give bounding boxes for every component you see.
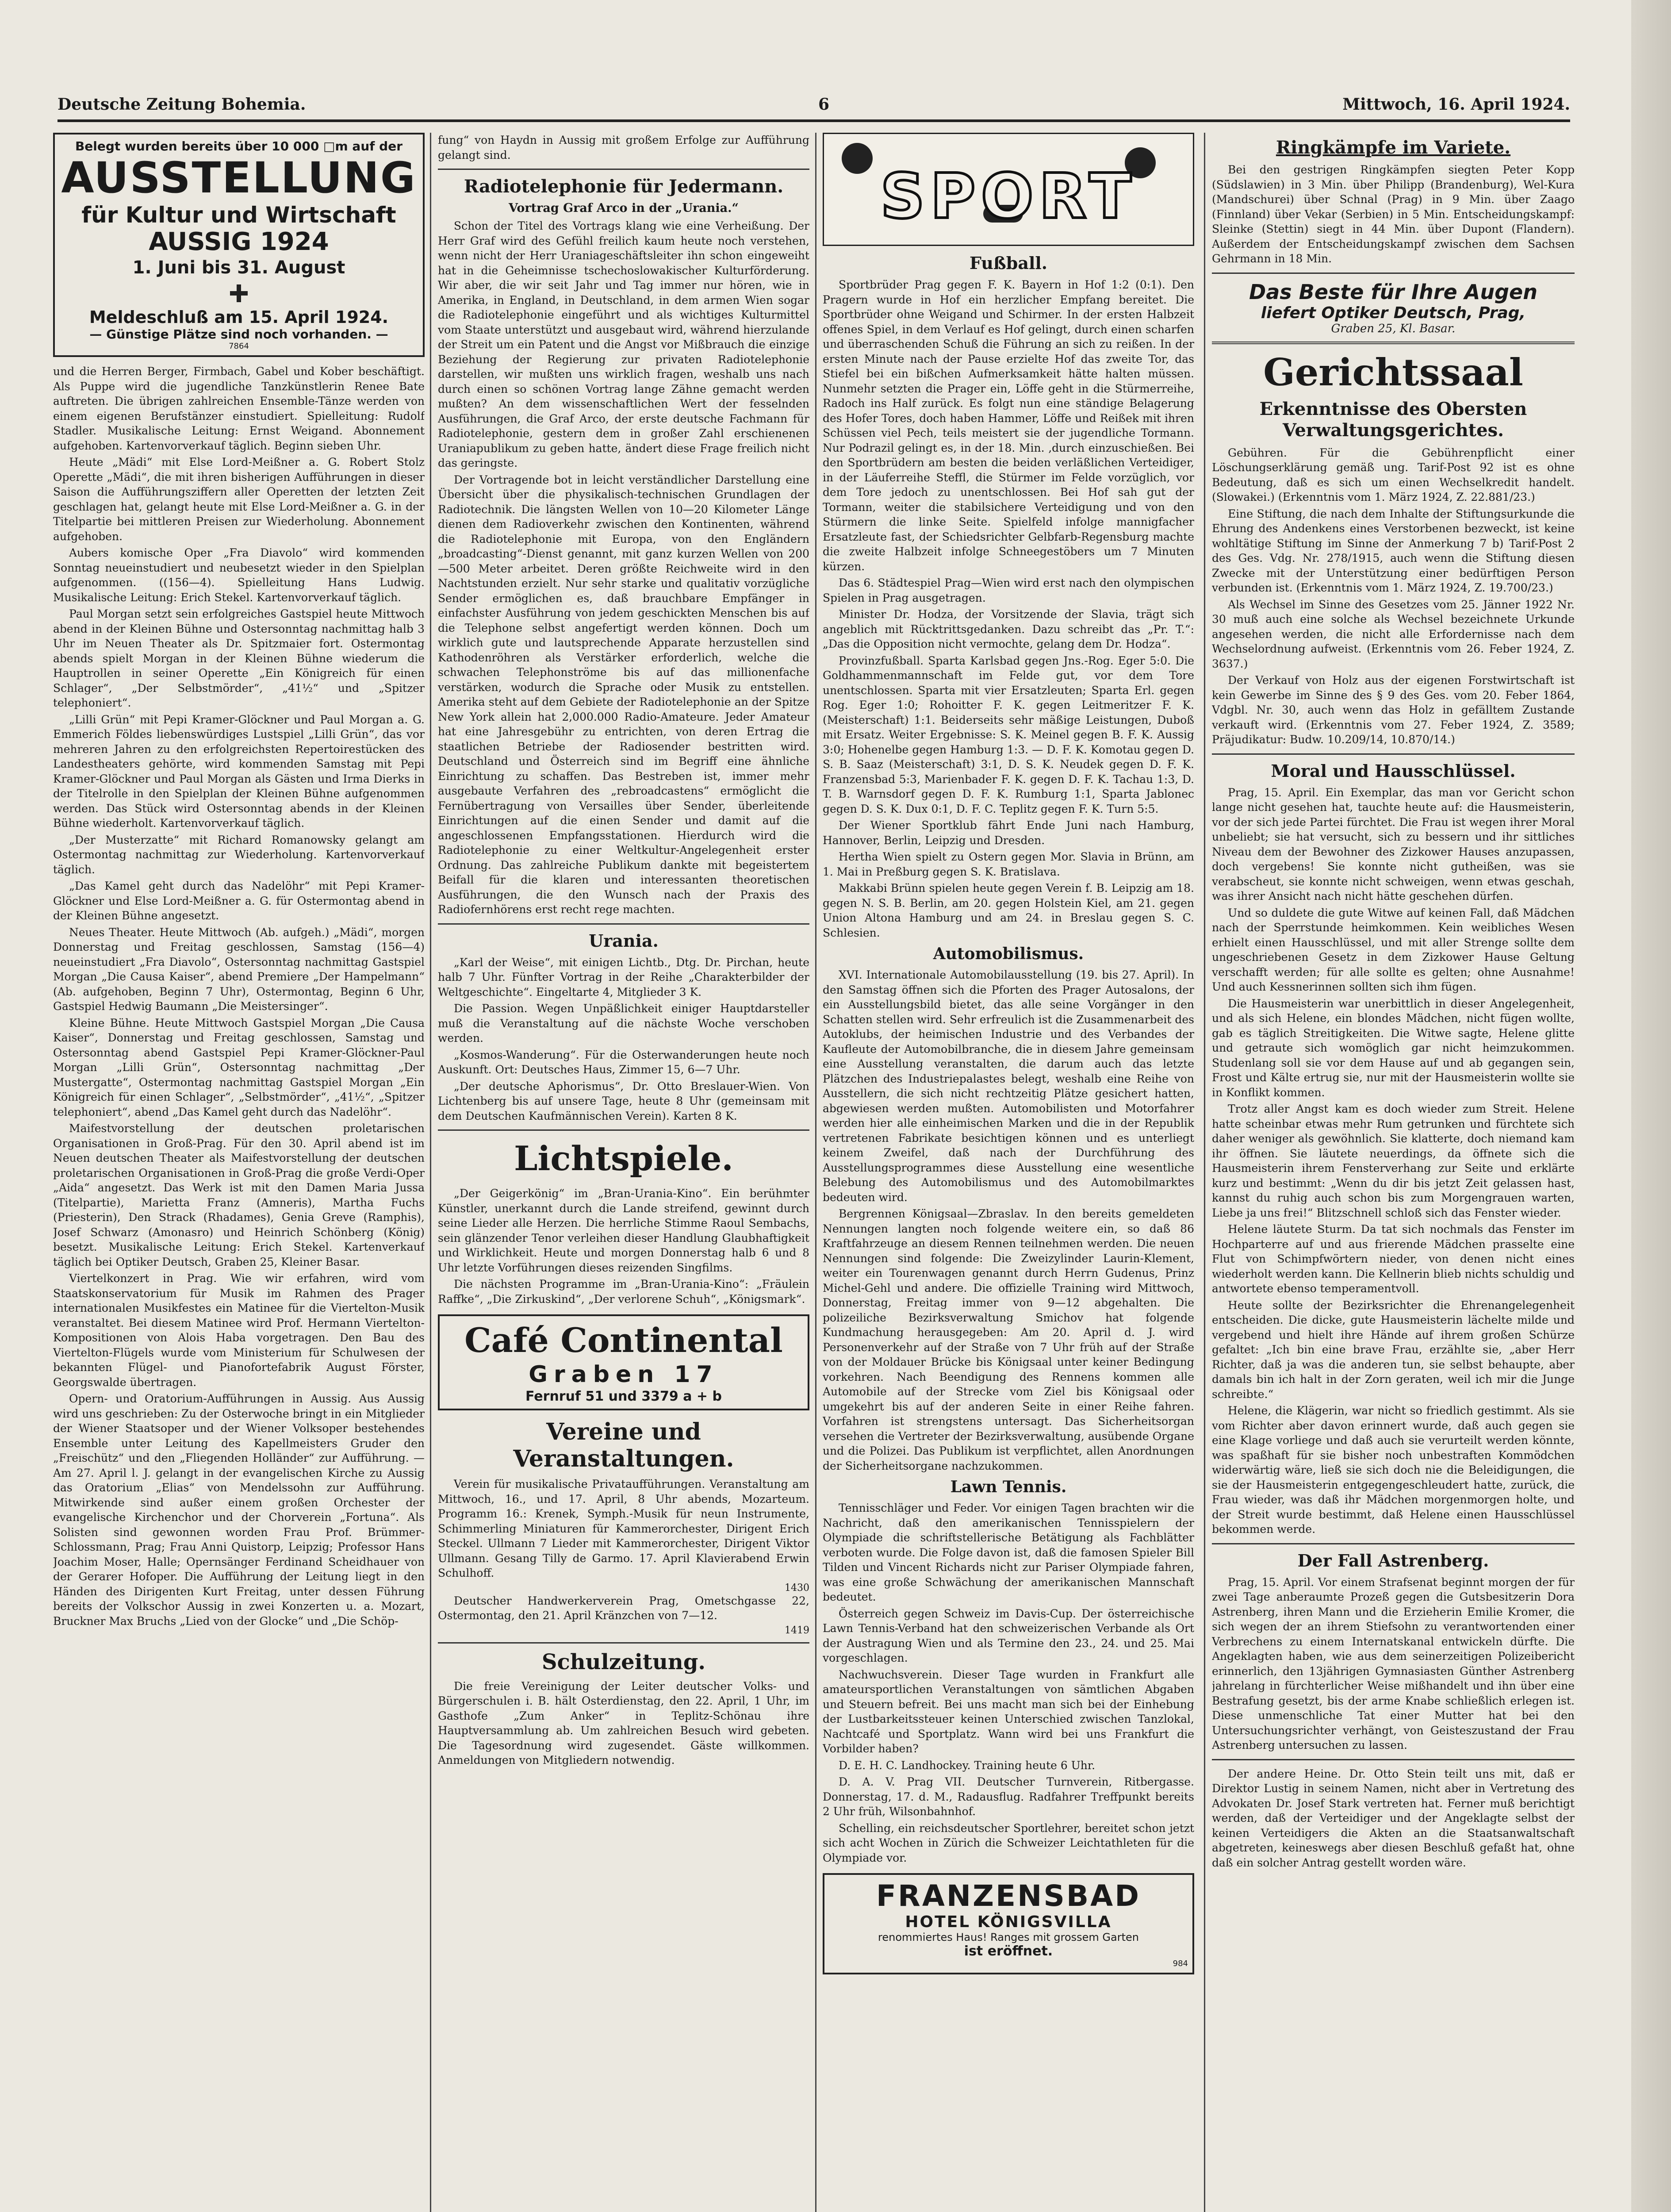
article-paragraph: Heute „Mädi“ mit Else Lord-Meißner a. G. Robert Stolz Operette „Mädi“, die mit ihren bisherigen Aufführungen in dieser Saison die Aufführungsziffern aller Operetten der letzten Zeit geschlagen hat, gelangt heute mit Else Lord-Meißner a. G. in der Titelpartie bei mittleren Preisen zur Wiederholung. Abonnement aufgehoben. (53, 456, 425, 543)
column-divider (430, 133, 431, 2212)
article-paragraph: „Der Musterzatte“ mit Richard Romanowsky gelangt am Ostermontag nachmittag zur Wiederholung. Kartenvorverkauf täglich. (53, 833, 425, 876)
newspaper-title: Deutsche Zeitung Bohemia. (57, 95, 306, 114)
sport-section-logo (823, 133, 1194, 246)
article-paragraph: Paul Morgan setzt sein erfolgreiches Gastspiel heute Mittwoch abend in der Kleinen Bühne und Ostersonntag nachmittag halb 3 Uhr im Neuen Theater als Dr. Spitzmaier fort. Ostermontag abends spielt Morgan in der Kleinen Bühne wiederum die Hauptrollen in seiner Operette „Ein Königreich für einen Schlager“, „Der Selbstmörder“, „41½“ und „Spitzer telephoniert“. (53, 607, 425, 709)
article-paragraph: Makkabi Brünn spielen heute gegen Verein f. B. Leipzig am 18. gegen N. S. B. Berlin, am 20. gegen Holstein Kiel, am 21. gegen Union Altona Hamburg und am 24. in Breslau gegen S. C. Schlesien. (823, 882, 1194, 939)
page-edge-shadow (1631, 0, 1671, 2212)
article-paragraph: Minister Dr. Hodza, der Vorsitzende der Slavia, trägt sich angeblich mit Rücktrittsgedanken. Dazu schreibt das „Pr. T.“: „Das die Opposition nicht vermochte, gelang dem Dr. Hodza“. (823, 608, 1194, 650)
article-paragraph: Das 6. Städtespiel Prag—Wien wird erst nach den olympischen Spielen in Prag ausgetragen. (823, 576, 1194, 604)
section-rule (438, 1129, 809, 1131)
article-paragraph: Die nächsten Programme im „Bran-Urania-Kino“: „Fräulein Raffke“, „Die Zirkuskind“, „Der verlorene Schuh“, „Königsmark“. (438, 1278, 809, 1306)
ad-top-line: Belegt wurden bereits über 10 000 □m auf der (75, 139, 403, 154)
article-paragraph: Der Verkauf von Holz aus der eigenen Forstwirtschaft ist kein Gewerbe im Sinne des § 9 des Ges. vom 20. Feber 1864, Vdgbl. Nr. 30, auch wenn das Holz in gefälltem Zustande verkauft wird. (Erkenntnis vom 27. Feber 1924, Z. 3589; Präjudikatur: Budw. 10.209/14, 10.870/14.) (1212, 674, 1575, 746)
article-paragraph: Heute sollte der Bezirksrichter die Ehrenangelegenheit entscheiden. Die dicke, gute Hausmeisterin lächelte milde und vergebend und hielt ihre Hände auf ihrem großen Schürze gefaltet: „Ich bin eine brave Frau, erzählte sie, „aber Herr Richter, daß ja was die anderen tun, sie selbst behaupte, aber damals bin ich halt in der Zorn geraten, weil ich mir die Junge schreibte.“ (1212, 1298, 1575, 1401)
article-paragraph: Hertha Wien spielt zu Ostern gegen Mor. Slavia in Brünn, am 1. Mai in Preßburg gegen S. K. Bratislava. (823, 850, 1194, 878)
article-heading: Der Fall Astrenberg. (1297, 1550, 1489, 1571)
ad-open-notice: ist eröffnet. (964, 1943, 1053, 1959)
optician-ad-title: Das Beste für Ihre Augen (1249, 280, 1537, 304)
article-paragraph: Provinzfußball. Sparta Karlsbad gegen Jns.-Rog. Eger 5:0. Die Goldhammenmannschaft im Felde gut, vor dem Tore unentschlossen. Sparta mit vier Ersatzleuten; Sparta Erl. gegen Rog. Eger 1:0; Rohoitter F. K. gegen Leitmeritzer F. K. (Meisterschaft) 1:1. Beiderseits sehr mäßige Leistungen, Duboß mit Ersatz. Weiter Ergebnisse: S. K. Meinel gegen B. F. K. Aussig 3:0; Hohenelbe gegen Hamburg 1:3. — D. F. K. Komotau gegen D. S. B. Saaz (Meisterschaft) 3:1, D. S. K. Neudek gegen D. F. K. Franzensbad 5:3, Marienbader F. K. gegen D. F. K. Tachau 1:3, D. T. B. Warnsdorf gegen D. F. K. Rumburg 1:1, Sparta Jablonec gegen D. S. K. Dux 0:1, D. F. C. Teplitz gegen F. K. Turn 5:5. (823, 654, 1194, 815)
article-paragraph: Sportbrüder Prag gegen F. K. Bayern in Hof 1:2 (0:1). Den Pragern wurde in Hof ein herzlicher Empfang bereitet. Die Sportbrüder ohne Weigand und Schirmer. In der ersten Halbzeit offenes Spiel, in dem Verlauf es Hof gelingt, durch einen scharfen und überraschenden Schuß die Führung an sich zu reißen. In der ersten Minute nach der Pause erzielte Hof das zweite Tor, das Stiefel bei ein bißchen Aufmerksamkeit hätte halten müssen. Nunmehr setzten die Prager ein, Löffe geht in die Stürmerreihe, Radoch ins Half zurück. Es folgt nun eine ständige Belagerung des Hofer Tores, doch haben Hammer, Löffe und Reißek mit ihren Schüssen viel Pech, teils meistert sie der jugendliche Tormann. Nur Podrazil gelingt es, in der 18. Min. ‚durch einzuschießen. Bei den Sportbrüdern am besten die beiden verläßlichen Verteidiger, in der Läuferreihe Steffl, die Stürmer im Felde vorzüglich, vor dem Tore jedoch zu unentschlossen. Bei Hof sah gut der Tormann, weiter die stabilsichere Verteidigung und von den Stürmern die linke Seite. Spielfeld infolge mannigfacher Ersatzleute fast, der Schiedsrichter Gelbfarb-Regensburg machte die zweite Halbzeit infolge Schneegestöbers um 7 Minuten kürzen. (823, 278, 1194, 573)
article-paragraph: „Der deutsche Aphorismus“, Dr. Otto Breslauer-Wien. Von Lichtenberg bis auf unsere Tage, heute 8 Uhr (gemeinsam mit dem Deutschen Kaufmännischen Verein). Karten 8 K. (438, 1079, 809, 1122)
article-paragraph: Als Wechsel im Sinne des Gesetzes vom 25. Jänner 1922 Nr. 30 muß auch eine solche als Wechsel bezeichnete Urkunde angesehen werden, die nicht alle Erfordernisse nach dem Wechselordnung aufweist. (Erkenntnis vom 26. Feber 1924, Z. 3637.) (1212, 598, 1575, 670)
section-rule (1212, 1543, 1575, 1544)
notice-reference: 1419 (785, 1624, 809, 1636)
ad-hotel-name: HOTEL KÖNIGSVILLA (905, 1913, 1112, 1931)
article-paragraph: „Karl der Weise“, mit einigen Lichtb., Dtg. Dr. Pirchan, heute halb 7 Uhr. Fünfter Vortrag in der Reihe „Charakterbilder der Weltgeschichte“. Eingeltarte 4, Mitglieder 3 K. (438, 956, 809, 998)
article-paragraph: D. A. V. Prag VII. Deutscher Turnverein, Ritbergasse. Donnerstag, 17. d. M., Radausflug. Radfahrer Treffpunkt bereits 2 Uhr früh, Wilsonbahnhof. (823, 1775, 1194, 1818)
section-rule (438, 169, 809, 170)
ad-dates: 1. Juni bis 31. August (132, 257, 345, 278)
cafe-advertisement (438, 1314, 809, 1410)
ad-cafe-phone: Fernruf 51 und 3379 a + b (525, 1389, 722, 1404)
article-paragraph: Verein für musikalische Privataufführungen. Veranstaltung am Mittwoch, 16., und 17. April, 8 Uhr abends, Mozarteum. Programm 16.: Krenek, Symph.-Musik für neun Instrumente, Schimmerling Miniaturen für Kammerorchester, Dirigent Erich Steckel. Ullmann 7 Lieder mit Kammerorchester, Dirigent Viktor Ullmann. Gesang Tilly de Garmo. 17. April Klavierabend Erwin Schulhoff. (438, 1478, 809, 1579)
article-paragraph: Kleine Bühne. Heute Mittwoch Gastspiel Morgan „Die Causa Kaiser“, Donnerstag und Freitag geschlossen, Samstag und Ostersonntag abend Gastspiel Pepi Kramer-Glöckner-Paul Morgan „Lilli Grün“, Ostersonntag nachmittag „Der Mustergatte“, Ostermontag nachmittag Gastspiel Morgan „Ein Königreich für einen Schlager“, „Selbstmörder“, „41½“, „Spitzer telephoniert“, abend „Das Kamel geht durch das Nadelöhr“. (53, 1016, 425, 1118)
article-paragraph: fung“ von Haydn in Aussig mit großem Erfolge zur Aufführung gelangt sind. (438, 134, 809, 161)
article-paragraph: Opern- und Oratorium-Aufführungen in Aussig. Aus Aussig wird uns geschrieben: Zu der Osterwoche bringt in ein Mitglieder der Wiener Staatsoper und der Wiener Volksoper bestehendes Ensemble unter Leitung des Kapellmeisters Gruder den „Freischütz“ und den „Fliegenden Holländer“ zur Aufführung. — Am 27. April l. J. gelangt in der evangelischen Kirche zu Aussig das Oratorium „Elias“ von Mendelssohn zur Aufführung. Mitwirkende sind außer einem großen Orchester der evangelische Kirchenchor und der Chorverein „Fortuna“. Als Solisten sind gewonnen worden Frau Prof. Brümmer-Schlossmann, Prag; Frau Anni Quistorp, Leipzig; Professor Hans Joachim Moser, Halle; Opernsänger Ferdinand Scheidhauer von der Gerarer Hofoper. Die Aufführung der Leitung liegt in den Händen des Dirigenten Kurt Freitag, unter dessen Führung bereits der Volkschor Aussig in zwei Konzerten u. a. Mozart, Bruckner Max Bruchs „Lied von der Glocke“ und „Die Schöp- (53, 1392, 425, 1628)
ad-deadline: Meldeschluß am 15. April 1924. (89, 307, 389, 327)
section-heading: Gerichtssaal (1263, 350, 1523, 394)
franzensbad-advertisement (823, 1873, 1194, 1974)
article-paragraph: Der Vortragende bot in leicht verständlicher Darstellung eine Übersicht über die physikalisch-technischen Grundlagen der Radiotechnik. Die längsten Wellen von 10—20 Kilometer Länge dienen dem Radioverkehr zwischen den Kontinenten, während die Radiotelephonie mit Europa, von den Engländern „broadcasting“-Dienst genannt, mit ganz kurzen Wellen von 200—500 Meter arbeitet. Deren größte Reichweite wird in den Nachtstunden erzielt. Nur sehr starke und qualitativ vorzügliche Sender ermöglichen es, daß brauchbare Empfänger in einfachster Ausführung von jedem geschickten Menschen bis auf die Telephone selbst angefertigt werden können. Doch um wirklich gute und lautsprechende Apparate herzustellen sind Kathodenröhren als Verstärker erforderlich, welche die schwachen Telephonströme bis auf das millionenfache verstärken, wodurch die Sprache oder Musik zu entstellen. Amerika steht auf dem Gebiete der Radiotelephonie an der Spitze New York allein hat 2,000.000 Radio-Amateure. Jeder Amateur hat eine Jahresgebühr zu entrichten, von deren Ertrag die staatlichen Betriebe der Radiosender bestritten wird. Deutschland und Österreich sind im Begriff eine ähnliche Einrichtung zu schaffen. Das Bestreben ist, immer mehr ausgebaute Verfahren des „rebroadcastens“ ermöglicht die Fernübertragung von Versailles über Sender, überleitende Einrichtungen auf die einen Sender und damit auf die angeschlossenen Empfangsstationen. Hierdurch wird die Radiotelephonie zu einer Weltkultur-Angelegenheit erster Ordnung. Das zahlreiche Publikum dankte mit begeistertem Beifall für die klaren und interessanten theoretischen Ausführungen, die den Wunsch nach der Praxis des Radiofernhörens erst recht rege machten. (438, 473, 809, 916)
section-heading: Lawn Tennis. (950, 1478, 1067, 1496)
article-paragraph: Eine Stiftung, die nach dem Inhalte der Stiftungsurkunde die Ehrung des Andenkens eines Verstorbenen bezweckt, ist keine wohltätige Stiftung im Sinne der Anmerkung 7 b) Tarif-Post 2 des Ges. Vdg. Nr. 278/1915, auch wenn die Stiftung diesen Zwecke mit der Unterstützung einer bedürftigen Person verbunden ist. (Erkenntnis vom 1. März 1924, Z. 19.700/23.) (1212, 507, 1575, 594)
article-paragraph: Neues Theater. Heute Mittwoch (Ab. aufgeh.) „Mädi“, morgen Donnerstag und Freitag geschlossen, Samstag (156—4) neueinstudiert „Fra Diavolo“, Ostersonntag nachmittag Gastspiel Morgan „Die Causa Kaiser“, abend Premiere „Der Hampelmann“ (Ab. aufgehoben, Beginn 7 Uhr), Ostermontag, Beginn 6 Uhr, Gastspiel Hedwig Baumann „Die Meistersinger“. (53, 926, 425, 1013)
ad-cafe-address: Graben 17 (529, 1361, 719, 1388)
column-2 (438, 133, 809, 2212)
article-paragraph: Bei den gestrigen Ringkämpfen siegten Peter Kopp (Südslawien) in 3 Min. über Philipp (Brandenburg), Wel-Kura (Mandschurei) über Schnal (Prag) in 9 Min. über Zaago (Finnland) über Vekar (Serbien) in 5 Min. Entscheidungskampf: Sleinke (Stettin) siegt in 44 Min. über Dupont (Flandern). Außerdem der Entscheidungskampf zwischen dem Sachsen Gehrmann in 18 Min. (1212, 163, 1575, 265)
section-heading: Ringkämpfe im Variete. (1276, 137, 1511, 158)
sport-logo-text: SPORT (880, 161, 1137, 233)
ad-subtitle: für Kultur und Wirtschaft (81, 202, 396, 228)
section-heading: Schulzeitung. (541, 1649, 706, 1674)
article-paragraph: Nachwuchsverein. Dieser Tage wurden in Frankfurt alle amateursportlichen Veranstaltungen von sämtlichen Abgaben und Steuern befreit. Bei uns macht man sich bei der Einhebung der Lustbarkeitssteuer keinen Unterschied zwischen Tanzlokal, Nachtcafé und Sportplatz. Wann wird bei uns Frankfurt die Vorbilder haben? (823, 1668, 1194, 1755)
ad-reference: 7864 (229, 342, 249, 351)
article-paragraph: XVI. Internationale Automobilausstellung (19. bis 27. April). In den Samstag öffnen sich die Pforten des Prager Autosalons, der ein Ausstellungsbild bietet, das alle seine Vorgänger in den Schatten stellen wird. Sehr erfreulich ist die Zusammenarbeit des Autoklubs, der heimischen Industrie und des Verbandes der Kaufleute der Automobilbranche, die in diesem Jahre gemeinsam eine Ausstellung veranstalten, die darum auch das letzte Plätzchen des Industriepalastes belegt, weshalb eine Reihe von Ausstellern, die sich nicht rechtzeitig Plätze gesichert hatten, abgewiesen werden mußten. Automobilisten und Motorfahrer werden hier alle einheimischen Marken und die in der Republik vertretenen Fabrikate besichtigen können und es unterliegt keinem Zweifel, daß nach der Durchführung des Ausstellungsprogrammes diese Ausstellung eine wesentliche Belebung des Automobilismus und des Automobilmarktes bedeuten wird. (823, 968, 1194, 1204)
article-paragraph: Die Hausmeisterin war unerbittlich in dieser Angelegenheit, und als sich Helene, ein blondes Mädchen, nicht fügen wollte, gab es täglich Streitigkeiten. Die Witwe sagte, Helene glitte und getraute sich womöglich gar nicht heimzukommen. Studenlang soll sie vor dem Hause auf und ab gegangen sein, Frost und Kälte ertrug sie, nur mit der Hausmeisterin wollte sie in Konflikt kommen. (1212, 997, 1575, 1099)
article-paragraph: Der Wiener Sportklub fährt Ende Juni nach Hamburg, Hannover, Berlin, Leipzig und Dresden. (823, 819, 1194, 847)
section-subheading: Erkenntnisse des Obersten Verwaltungsgerichtes. (1259, 398, 1527, 441)
ad-town-name: FRANZENSBAD (876, 1879, 1141, 1913)
section-rule (1212, 1759, 1575, 1760)
article-paragraph: Die Passion. Wegen Unpäßlichkeit einiger Hauptdarsteller muß die Veranstaltung auf die nächste Woche verschoben werden. (438, 1002, 809, 1045)
ad-title: AUSSTELLUNG (61, 153, 417, 203)
section-rule (1212, 342, 1575, 344)
ad-hotel-description: renommiertes Haus! Ranges mit grossem Garten (878, 1931, 1139, 1943)
section-heading: Vereine und Veranstaltungen. (513, 1418, 734, 1472)
page-header (57, 95, 1570, 122)
article-paragraph: „Lilli Grün“ mit Pepi Kramer-Glöckner und Paul Morgan a. G. Emmerich Földes liebenswürdiges Lustspiel „Lilli Grün“, das vor mehreren Jahren zu den erfolgreichsten Repertoirestücken des Landestheaters gehörte, wird kommenden Samstag mit Pepi Kramer-Glöckner und Paul Morgan als Gästen und Irma Dierks in der Titelrolle in den Spielplan der Kleinen Bühne aufgenommen werden. Das Stück wird Ostersonntag abends in der Kleinen Bühne wiederholt. Kartenvorverkauf täglich. (53, 713, 425, 830)
section-heading: Automobilismus. (933, 945, 1084, 963)
column-divider (1204, 133, 1205, 2212)
cross-emblem-icon (230, 284, 248, 302)
section-heading: Urania. (589, 930, 659, 951)
article-paragraph: „Das Kamel geht durch das Nadelöhr“ mit Pepi Kramer-Glöckner und Else Lord-Meißner a. G. für Ostermontag abend in der Kleinen Bühne angesetzt. (53, 879, 425, 922)
ad-cafe-name: Café Continental (464, 1321, 783, 1360)
exhibition-advertisement (53, 133, 425, 357)
page-number: 6 (818, 95, 830, 114)
article-paragraph: Gebühren. Für die Gebührenpflicht einer Löschungserklärung gemäß ung. Tarif-Post 92 ist es ohne Bedeutung, daß es sich um einen Wechselkredit handelt. (Slowakei.) (Erkenntnis vom 1. März 1924, Z. 22.881/23.) (1212, 446, 1575, 503)
article-paragraph: „Kosmos-Wanderung“. Für die Osterwanderungen heute noch Auskunft. Ort: Deutsches Haus, Zimmer 15, 6—7 Uhr. (438, 1048, 809, 1076)
article-paragraph: Österreich gegen Schweiz im Davis-Cup. Der österreichische Lawn Tennis-Verband hat den schweizerischen Verbande als Ort der Austragung Wien und als Termine den 23., 24. und 25. Mai vorgeschlagen. (823, 1607, 1194, 1664)
article-paragraph: Die freie Vereinigung der Leiter deutscher Volks- und Bürgerschulen i. B. hält Osterdienstag, den 22. April, 1 Uhr, im Gasthofe „Zum Anker“ in Teplitz-Schönau ihre Hauptversammlung ab. Um zahlreichen Besuch wird gebeten. Die Tagesordnung wird zugesendet. Gäste willkommen. Anmeldungen von Mitgliedern notwendig. (438, 1679, 809, 1767)
article-subheading: Vortrag Graf Arco in der „Urania.“ (508, 201, 739, 215)
issue-date: Mittwoch, 16. April 1924. (1342, 95, 1570, 114)
article-paragraph: und die Herren Berger, Firmbach, Gabel und Kober beschäftigt. Als Puppe wird die jugendliche Tanzkünstlerin Renee Bate auftreten. Die übrigen zahlreichen Ensemble-Tänze werden von einem eigenen Berufstänzer einstudiert. Spielleitung: Rudolf Stadler. Musikalische Leitung: Ernst Weigand. Abonnement aufgehoben. Kartenvorverkauf täglich. Beginn sieben Uhr. (53, 365, 425, 452)
section-rule (1212, 273, 1575, 274)
column-1 (53, 133, 425, 2212)
article-paragraph: Und so duldete die gute Witwe auf keinen Fall, daß Mädchen nach der Sperrstunde heimkommen. Kein weibliches Wesen erhielt einen Hausschlüssel, und mit aller Strenge sollte dem ungeschriebenen Gesetz in dem Zizkower Hause Geltung verschafft werden; für alle sollte es gelten; ohne Ausnahme! Und auch Kessnerinnen sollten sich ihm fügen. (1212, 906, 1575, 993)
article-paragraph: Deutscher Handwerkerverein Prag, Ometschgasse 22, Ostermontag, den 21. April Kränzchen von 7—12. (438, 1594, 809, 1622)
article-heading: Moral und Hausschlüssel. (1271, 760, 1516, 781)
ad-city-year: AUSSIG 1924 (149, 227, 329, 256)
article-paragraph: Viertelkonzert in Prag. Wie wir erfahren, wird vom Staatskonservatorium für Musik im Rahmen des Prager internationalen Musikfestes ein Matinee für die Viertelton-Musik veranstaltet. Bei diesem Matinee wird Prof. Hermann Viertelton-Kompositionen von Alois Haba vorgetragen. Den Bau des Viertelton-Flügels wurde vom Ministerium für Schulwesen der bekannten Flügel- und Pianofortefabrik August Förster, Georgswalde übertragen. (53, 1272, 425, 1389)
column-divider (815, 133, 816, 2212)
article-paragraph: Der andere Heine. Dr. Otto Stein teilt uns mit, daß er Direktor Lustig in seinem Namen, nicht aber in Vertretung des Advokaten Dr. Josef Stark vertreten hat. Ferner muß berichtigt werden, daß der Verteidiger und der Angeklagte selbst der keinen Verteidigers die Akten an die Staatsanwaltschaft abgetreten, keineswegs aber diesen Beschluß gefaßt hat, ohne daß ein solcher Antrag gestellt worden wäre. (1212, 1767, 1575, 1869)
article-paragraph: Bergrennen Königsaal—Zbraslav. In den bereits gemeldeten Nennungen langten noch folgende weitere ein, so daß 86 Kraftfahrzeuge an diesem Rennen teilnehmen werden. Die neuen Nennungen sind folgende: Die Zweizylinder Laurin-Klement, weiter ein Tourenwagen genannt durch Herrn Gudenus, Prinz Michel-Gehl und andere. Die offizielle Training wird Mittwoch, Donnerstag, Freitag immer von 9—12 abgehalten. Die polizeiliche Bezirksverwaltung Smichov hat folgende Kundmachung herausgegeben: Am 20. April d. J. wird Personenverkehr auf der Straße von 7 Uhr früh auf der Straße von der Moldauer Brücke bis Königsaal unter keiner Bedingung vorkehren. Nach Beendigung des Rennens kommen alle Automobile auf der Strecke vom Ziel bis Königsaal oder umgekehrt bis auf der anderen Seite in einer Reihe fahren. Vorfahren ist strengstens untersagt. Das Sicherheitsorgan versehen die Vertreter der Bezirksverwaltung, ausübende Organe und die Polizei. Das Publikum ist verpflichtet, allen Anordnungen der Sicherheitsorgane nachzukommen. (823, 1207, 1194, 1472)
optician-ad-address: Graben 25, Kl. Basar. (1331, 322, 1456, 335)
section-heading: Lichtspiele. (514, 1139, 733, 1178)
article-paragraph: Helene läutete Sturm. Da tat sich nochmals das Fenster im Hochparterre auf und aus frierende Mädchen prasselte eine Flut von Schimpfwörtern nieder, von denen nicht eines wiederholt werden kann. Die Kellnerin blieb nichts schuldig und antwortete ebenso temperamentvoll. (1212, 1223, 1575, 1295)
article-paragraph: Prag, 15. April. Ein Exemplar, das man vor Gericht schon lange nicht gesehen hat, tauchte heute auf: die Hausmeisterin, vor der sich jede Partei fürchtet. Die Frau ist wegen ihrer Moral unbeliebt; sie hat versucht, sich zu bessern und ihr sittliches Niveau dem der Bewohner des Zizkower Hauses anzupassen, doch vergebens! Sie konnte nicht gutheißen, was sie verabscheut, sie konnte nicht schweigen, wenn etwas geschah, was ihrer Ansicht nach nicht hätte geschehen dürfen. (1212, 786, 1575, 902)
column-4 (1212, 133, 1575, 2212)
article-paragraph: Schelling, ein reichsdeutscher Sportlehrer, bereitet schon jetzt sich acht Wochen in Zürich die Schweizer Leichtathleten für die Olympiade vor. (823, 1821, 1194, 1864)
article-paragraph: Maifestvorstellung der deutschen proletarischen Organisationen in Groß-Prag. Für den 30. April abend ist im Neuen deutschen Theater als Maifestvorstellung der deutschen proletarischen Organisationen in Groß-Prag die große Verdi-Oper „Aida“ angesetzt. Das Werk ist mit den Damen Maria Jussa (Titelpartie), Marietta Franz (Amneris), Martha Fuchs (Priesterin), Den Strack (Rhadames), Genia Greve (Ramphis), Josef Schwarz (Amonasro) und Heinrich Schönberg (König) besetzt. Musikalische Leitung: Erich Stekel. Kartenverkauf täglich bei Optiker Deutsch, Graben 25, Kleiner Basar. (53, 1122, 425, 1268)
column-3 (823, 133, 1194, 2212)
section-heading: Fußball. (969, 253, 1048, 273)
article-paragraph: „Der Geigerkönig“ im „Bran-Urania-Kino“. Ein berühmter Künstler, unerkannt durch die Lande streifend, gewinnt durch seine Lieder alle Herzen. Die herrliche Stimme Raoul Sembachs, sein glänzender Tenor verleihen dieser Handlung Glaubhaftigkeit und Wirklichkeit. Heute und morgen Donnerstag halb 6 und 8 Uhr letzte Vorführungen dieses reizenden Singfilms. (438, 1187, 809, 1274)
article-paragraph: Trotz aller Angst kam es doch wieder zum Streit. Helene hatte scheinbar etwas mehr Rum getrunken und fürchtete sich daher weniger als gewöhnlich. Sie klatterte, doch niemand kam ihr öffnen. Sie läutete neuerdings, da öffnete sich die Hausmeisterin ihrem Fensterverhang zur Seite und erklärte kurz und bestimmt: „Wenn du dir bis jetzt Zeit gelassen hast, kannst du ruhig auch schon bis zum Morgengrauen warten, Liebe ja uns frei!“ Blitzschnell schloß sich das Fenster wieder. (1212, 1102, 1575, 1219)
ad-availability: — Günstige Plätze sind noch vorhanden. — (89, 327, 388, 342)
section-rule (438, 923, 809, 925)
section-rule (1212, 753, 1575, 755)
article-paragraph: Prag, 15. April. Vor einem Strafsenat beginnt morgen der für zwei Tage anberaumte Prozeß gegen die Gutsbesitzerin Dora Astrenberg, ihren Mann und die Erzieherin Emilie Kromer, die sich wegen der an ihrem Stiefsohn zu verantwortenden einer Verbrechens zu einem Internatskanal entwickeln dürfte. Die Angeklagten haben, wie aus dem seinerzeitigen Polizeibericht erinnerlich, den 13jährigen Gymnasiasten Günther Astrenberg jahrelang in fürchterlicher Weise mißhandelt und ihn über eine Bestrafung gesetzt, bis der arme Knabe schließlich erlegen ist. Diese unmenschliche Tat einer Mutter hat bei den Untersuchungsrichter verhängt, von Geisteszustand der Frau Astrenberg untersuchen zu lassen. (1212, 1575, 1575, 1751)
optician-ad-line: liefert Optiker Deutsch, Prag, (1261, 303, 1526, 322)
article-paragraph: Schon der Titel des Vortrags klang wie eine Verheißung. Der Herr Graf wird des Gefühl freilich kaum heute noch verstehen, wenn nicht der Herr Uraniageschäftsleiter ihn schon eingeweiht hat in die Geheimnisse tschechoslowakischer Kulturförderung. Wir aber, die wir seit Jahr und Tag immer nur hören, wie in Amerika, in England, in Deutschland, in dem armen Wien sogar die Radiotelephonie eingeführt und als wichtiges Kulturmittel vom Staate unterstützt und ausgebaut wird, während hierzulande der Streit um ein Patent und die Angst vor Mißbrauch die einzige Beziehung der Regierung zur privaten Radiotelephonie darstellen, wir mußten uns wirklich fragen, weshalb uns nach durch einen so schönen Vortrag lange Zähne gemacht werden mußten? An dem wissenschaftlichen Wert der fesselnden Ausführungen, die Graf Arco, der erste deutsche Fachmann für Radiotelephonie, gestern dem in großer Zahl erschienenen Uraniapublikum zu geben hatte, ändert diese Frage freilich nicht das geringste. (438, 219, 809, 469)
article-paragraph: Helene, die Klägerin, war nicht so friedlich gestimmt. Als sie vom Richter aber davon erinnert wurde, daß auch gegen sie eine Klage vorliege und daß auch sie verurteilt werden könnte, was spaßhaft für sie bisher noch unbestraften Kommödchen widerwärtig wäre, ließ sie sich doch nie die Beleidigungen, die sie der Hausmeisterin entgegengeschleudert hatte, zurück, die Frau wieder, was daß ihr Mädchen morgenmorgen holte, und der Streit wurde bestimmt, daß Helene einen Hausschlüssel bekommen werde. (1212, 1404, 1575, 1536)
ad-reference: 984 (1173, 1959, 1188, 1968)
article-paragraph: D. E. H. C. Landhockey. Training heute 6 Uhr. (839, 1759, 1096, 1772)
notice-reference: 1430 (785, 1582, 809, 1594)
section-rule (438, 1642, 809, 1644)
article-heading: Radiotelephonie für Jedermann. (464, 176, 784, 197)
article-paragraph: Aubers komische Oper „Fra Diavolo“ wird kommenden Sonntag neueinstudiert und neubesetzt wieder in den Spielplan aufgenommen. ((156—4). Spielleitung Hans Ludwig. Musikalische Leitung: Erich Stekel. Kartenvorverkauf täglich. (53, 546, 425, 604)
article-paragraph: Tennisschläger und Feder. Vor einigen Tagen brachten wir die Nachricht, daß den amerikanischen Tennisspielern der Olympiade die schriftstellerische Betätigung als Fachblätter verboten wurde. Die Folge davon ist, daß die famosen Spieler Bill Tilden und Vincent Richards nicht zur Pariser Olympiade fahren, was eine große Schwächung der amerikanischen Mannschaft bedeutet. (823, 1502, 1194, 1603)
header-rule (57, 119, 1570, 122)
